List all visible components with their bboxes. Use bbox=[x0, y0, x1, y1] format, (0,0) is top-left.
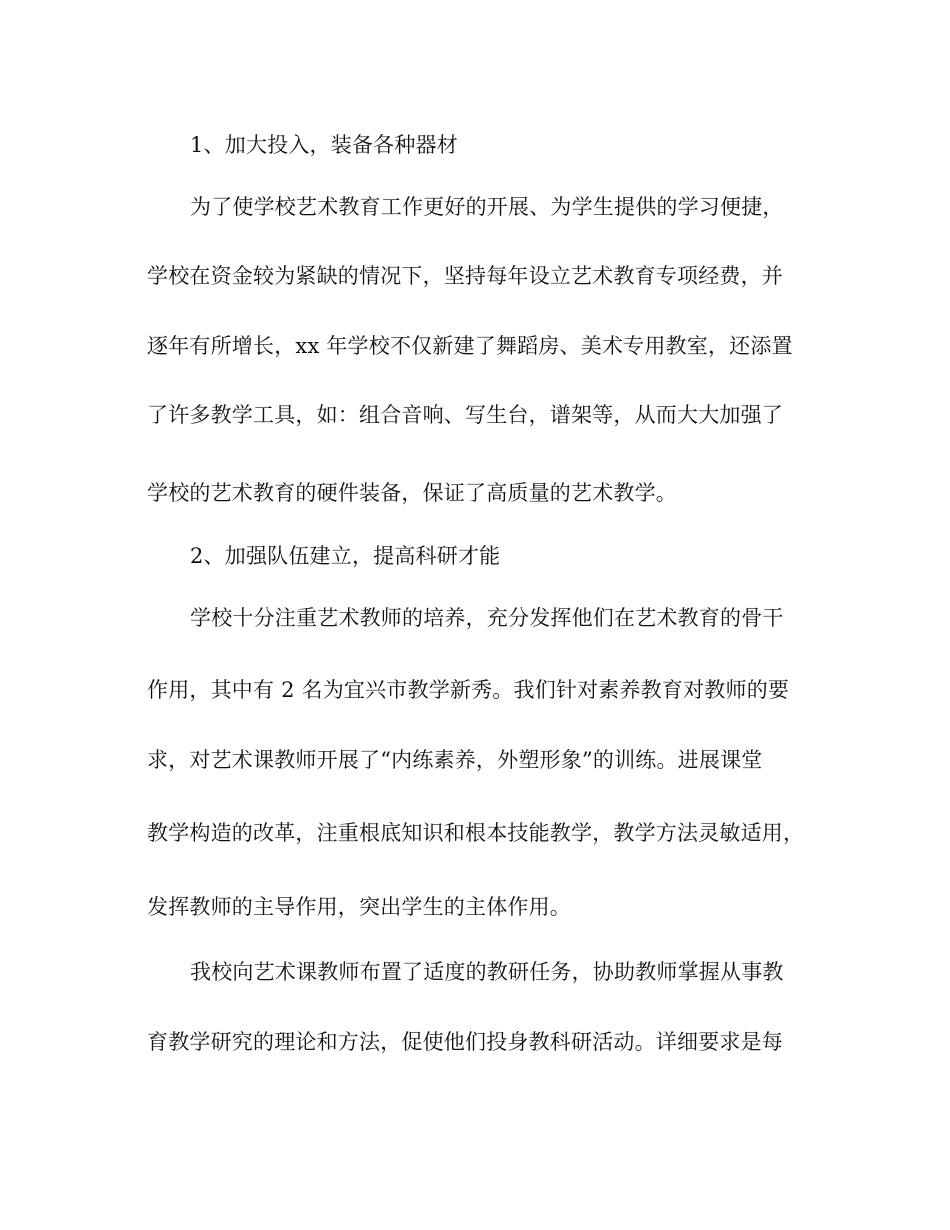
paragraph-line: 了许多教学工具，如：组合音响、写生台，谱架等，从而大大加强了 bbox=[147, 403, 783, 427]
paragraph-line: 作用，其中有 2 名为宜兴市教学新秀。我们针对素养教育对教师的要 bbox=[147, 678, 790, 702]
paragraph-line: 逐年有所增长，xx 年学校不仅新建了舞蹈房、美术专用教室，还添置 bbox=[147, 334, 793, 358]
paragraph-line: 学校的艺术教育的硬件装备，保证了高质量的艺术教学。 bbox=[147, 481, 677, 505]
paragraph-line: 为了使学校艺术教育工作更好的开展、为学生提供的学习便捷， bbox=[190, 195, 784, 219]
paragraph-line: 教学构造的改革，注重根底知识和根本技能教学，教学方法灵敏适用， bbox=[147, 821, 805, 845]
heading-1: 1、加大投入，装备各种器材 bbox=[190, 133, 458, 157]
paragraph-line: 学校十分注重艺术教师的培养，充分发挥他们在艺术教育的骨干 bbox=[190, 606, 784, 630]
paragraph-line: 育教学研究的理论和方法，促使他们投身教科研活动。详细要求是每 bbox=[147, 1030, 783, 1054]
paragraph-line: 求，对艺术课教师开展了“内练素养，外塑形象”的训练。进展课堂 bbox=[147, 748, 763, 772]
paragraph-line: 发挥教师的主导作用，突出学生的主体作用。 bbox=[147, 895, 571, 919]
paragraph-line: 我校向艺术课教师布置了适度的教研任务，协助教师掌握从事教 bbox=[190, 960, 784, 984]
heading-2: 2、加强队伍建立，提高科研才能 bbox=[190, 544, 501, 568]
paragraph-line: 学校在资金较为紧缺的情况下，坚持每年设立艺术教育专项经费，并 bbox=[147, 264, 783, 288]
